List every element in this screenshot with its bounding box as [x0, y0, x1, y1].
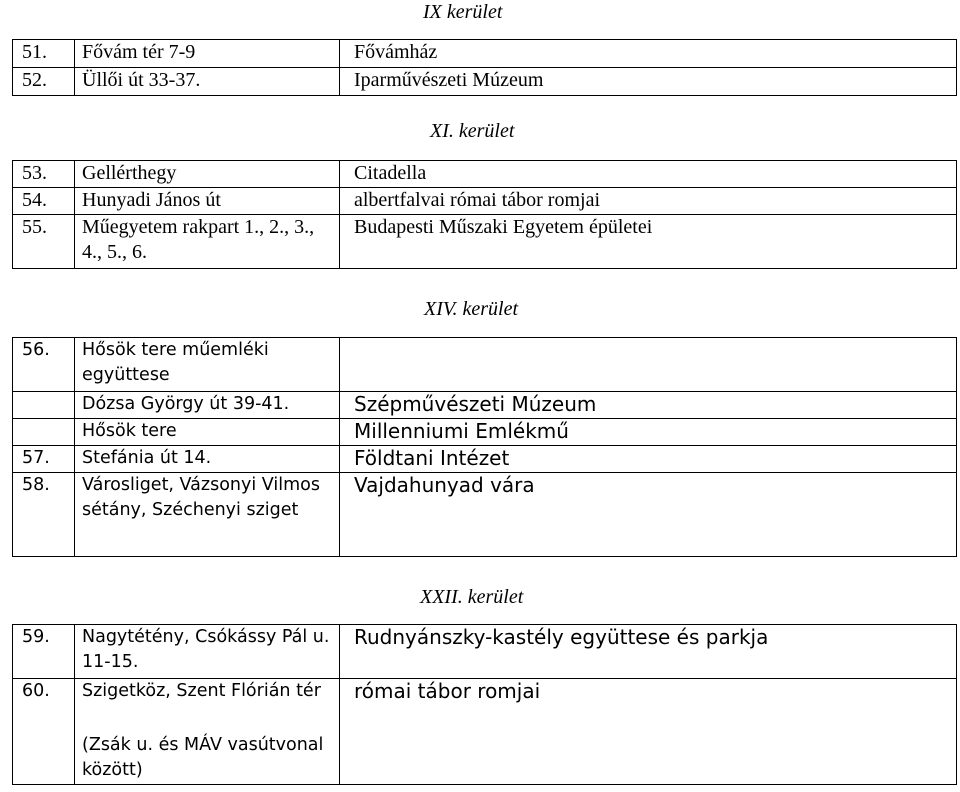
table-section-xi	[12, 160, 957, 269]
table-row	[13, 473, 957, 557]
section-heading-xi: XI. kerület	[430, 120, 515, 142]
row-address: Műegyetem rakpart 1., 2., 3., 4., 5., 6.	[75, 215, 340, 269]
row-site-name	[340, 338, 957, 392]
row-address: Üllői út 33-37.	[75, 68, 340, 96]
row-number	[13, 392, 75, 419]
row-site-name: Citadella	[340, 161, 957, 188]
row-site-name: albertfalvai római tábor romjai	[340, 188, 957, 215]
row-number: 56.	[13, 338, 75, 392]
row-number: 53.	[13, 161, 75, 188]
row-number: 55.	[13, 215, 75, 269]
row-site-name: Budapesti Műszaki Egyetem épületei	[340, 215, 957, 269]
table-row	[13, 419, 957, 446]
table-row	[13, 68, 957, 96]
table-row	[13, 161, 957, 188]
section-heading-ix: IX kerület	[423, 1, 503, 23]
row-address: Városliget, Vázsonyi Vilmos sétány, Széchenyi sziget	[75, 473, 340, 557]
row-number: 58.	[13, 473, 75, 557]
row-site-name	[340, 733, 957, 785]
row-address: (Zsák u. és MÁV vasútvonal között)	[75, 733, 340, 785]
table-section-xxii	[12, 624, 957, 785]
row-site-name: Millenniumi Emlékmű	[340, 419, 957, 446]
table-section-xiv	[12, 337, 957, 557]
row-address: Fővám tér 7-9	[75, 40, 340, 68]
row-site-name: Földtani Intézet	[340, 446, 957, 473]
row-number	[13, 419, 75, 446]
row-address: Gellérthegy	[75, 161, 340, 188]
row-number: 52.	[13, 68, 75, 96]
table-row	[13, 733, 957, 785]
row-site-name: Szépművészeti Múzeum	[340, 392, 957, 419]
table-row	[13, 446, 957, 473]
row-number: 51.	[13, 40, 75, 68]
row-address: Hősök tere műemléki együttese	[75, 338, 340, 392]
row-site-name: Vajdahunyad vára	[340, 473, 957, 557]
table-row	[13, 215, 957, 269]
table-row	[13, 40, 957, 68]
row-number: 59.	[13, 625, 75, 679]
table-row	[13, 679, 957, 733]
section-heading-xiv: XIV. kerület	[424, 298, 519, 320]
row-site-name: Iparművészeti Múzeum	[340, 68, 957, 96]
row-number	[13, 733, 75, 785]
row-address: Hunyadi János út	[75, 188, 340, 215]
table-row	[13, 188, 957, 215]
row-site-name: Rudnyánszky-kastély együttese és parkja	[340, 625, 957, 679]
row-address: Dózsa György út 39-41.	[75, 392, 340, 419]
row-site-name: Fővámház	[340, 40, 957, 68]
row-number: 57.	[13, 446, 75, 473]
table-row	[13, 338, 957, 392]
section-heading-xxii: XXII. kerület	[420, 586, 524, 608]
row-address: Hősök tere	[75, 419, 340, 446]
table-row	[13, 392, 957, 419]
row-number: 60.	[13, 679, 75, 733]
table-section-ix	[12, 39, 957, 96]
row-site-name: római tábor romjai	[340, 679, 957, 733]
row-address: Nagytétény, Csókássy Pál u. 11-15.	[75, 625, 340, 679]
row-number: 54.	[13, 188, 75, 215]
table-row	[13, 625, 957, 679]
row-address: Szigetköz, Szent Flórián tér	[75, 679, 340, 733]
row-address: Stefánia út 14.	[75, 446, 340, 473]
